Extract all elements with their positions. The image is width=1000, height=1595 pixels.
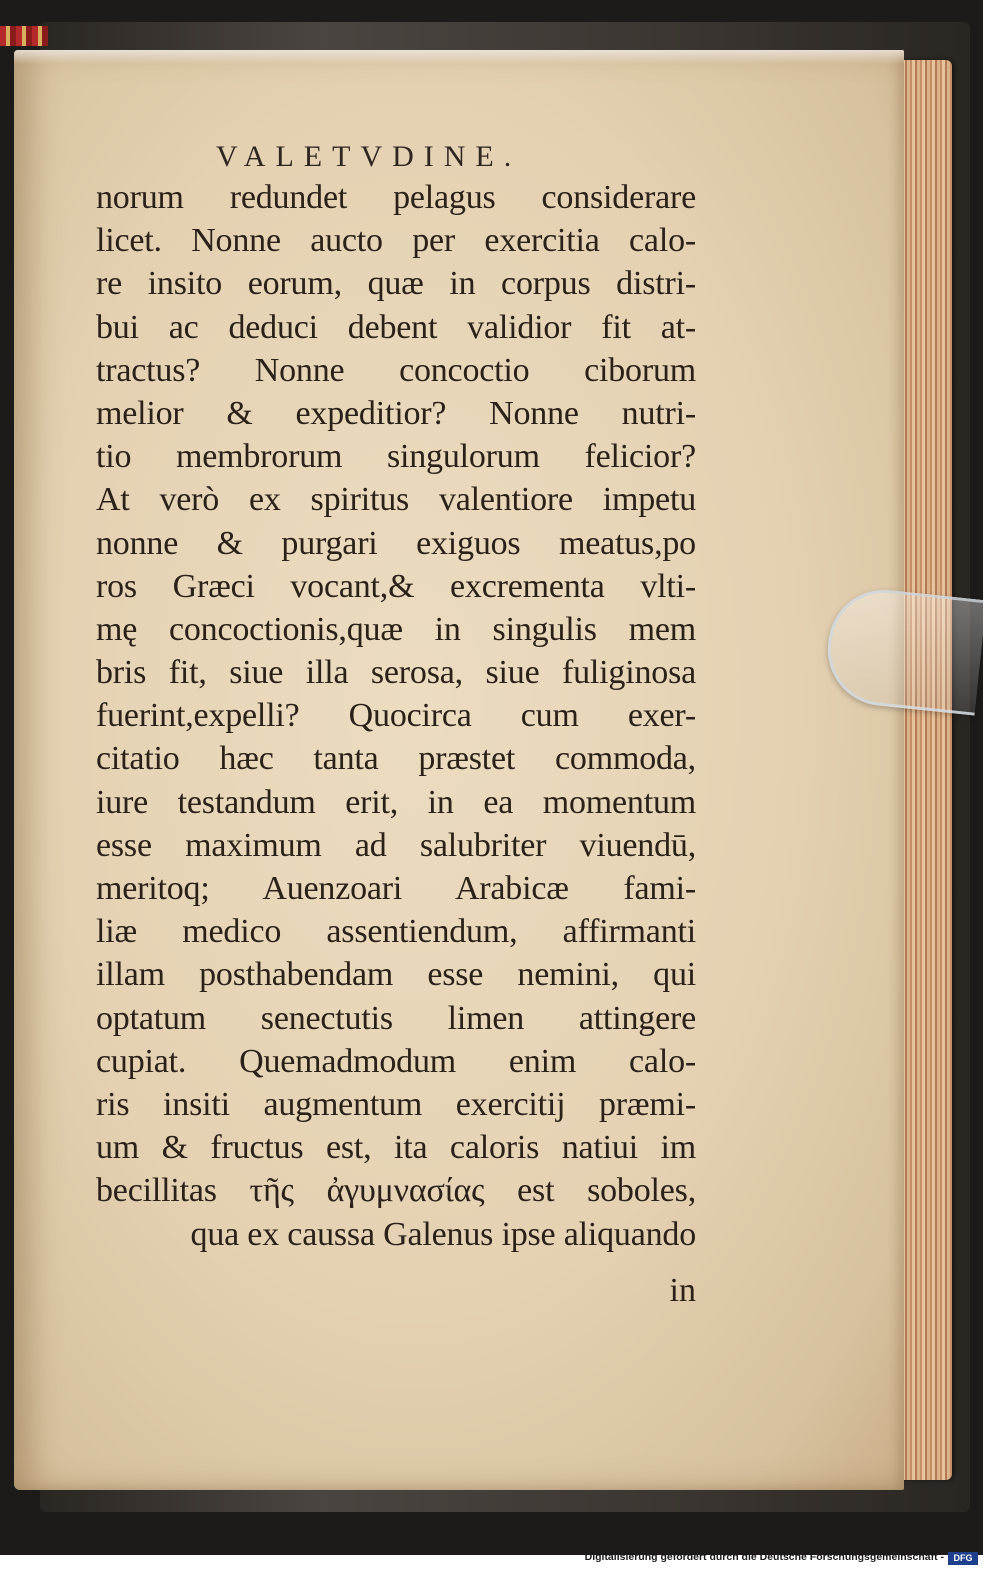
text-line: bris fit, siue illa serosa, siue fuliginosa	[96, 654, 696, 692]
catchword: in	[669, 1272, 696, 1309]
text-line: ros Græci vocant,& excrementa vlti-	[96, 567, 696, 605]
text-line: At verò ex spiritus valentiore impetu	[96, 481, 696, 519]
text-line: tractus? Nonne concoctio ciborum	[96, 351, 696, 389]
running-head: VALETVDINE.	[216, 140, 522, 173]
text-line: bui ac deduci debent validior fit at-	[96, 308, 696, 346]
text-line: illam posthabendam esse nemini, qui	[96, 956, 696, 994]
text-line: licet. Nonne aucto per exercitia calo-	[96, 222, 696, 260]
text-line: esse maximum ad salubriter viuendū,	[96, 826, 696, 864]
text-line: melior & expeditior? Nonne nutri-	[96, 394, 696, 432]
text-line: ris insiti augmentum exercitij præmi-	[96, 1085, 696, 1123]
text-line: becillitas τῆς ἀγυμνασίας est soboles,	[96, 1172, 696, 1210]
text-line: meritoq; Auenzoari Arabicæ fami-	[96, 870, 696, 907]
text-line: liæ medico assentiendum, affirmanti	[96, 913, 696, 951]
text-line: optatum senectutis limen attingere	[96, 999, 696, 1037]
text-line: tio membrorum singulorum felicior?	[96, 438, 696, 476]
text-line: norum redundet pelagus considerare	[96, 179, 696, 216]
text-line: re insito eorum, quæ in corpus distri-	[96, 265, 696, 303]
text-line: mę concoctionis,quæ in singulis mem	[96, 610, 696, 648]
bookmark-ribbon	[0, 26, 48, 46]
text-line: cupiat. Quemadmodum enim calo-	[96, 1042, 696, 1080]
dfg-logo: DFG	[948, 1552, 978, 1565]
page-highlight	[14, 50, 904, 64]
text-line: qua ex caussa Galenus ipse aliquando	[190, 1215, 696, 1253]
footer-credit: Digitalisierung gefördert durch die Deutsche Forschungsgemeinschaft -	[584, 1551, 944, 1563]
text-line: fuerint,expelli? Quocirca cum exer-	[96, 697, 696, 735]
page-body-text	[96, 176, 696, 1256]
text-line: citatio hæc tanta præstet commoda,	[96, 740, 696, 778]
text-line: iure testandum erit, in ea momentum	[96, 783, 696, 821]
text-line: um & fructus est, ita caloris natiui im	[96, 1129, 696, 1167]
text-line: nonne & purgari exiguos meatus,po	[96, 524, 696, 562]
